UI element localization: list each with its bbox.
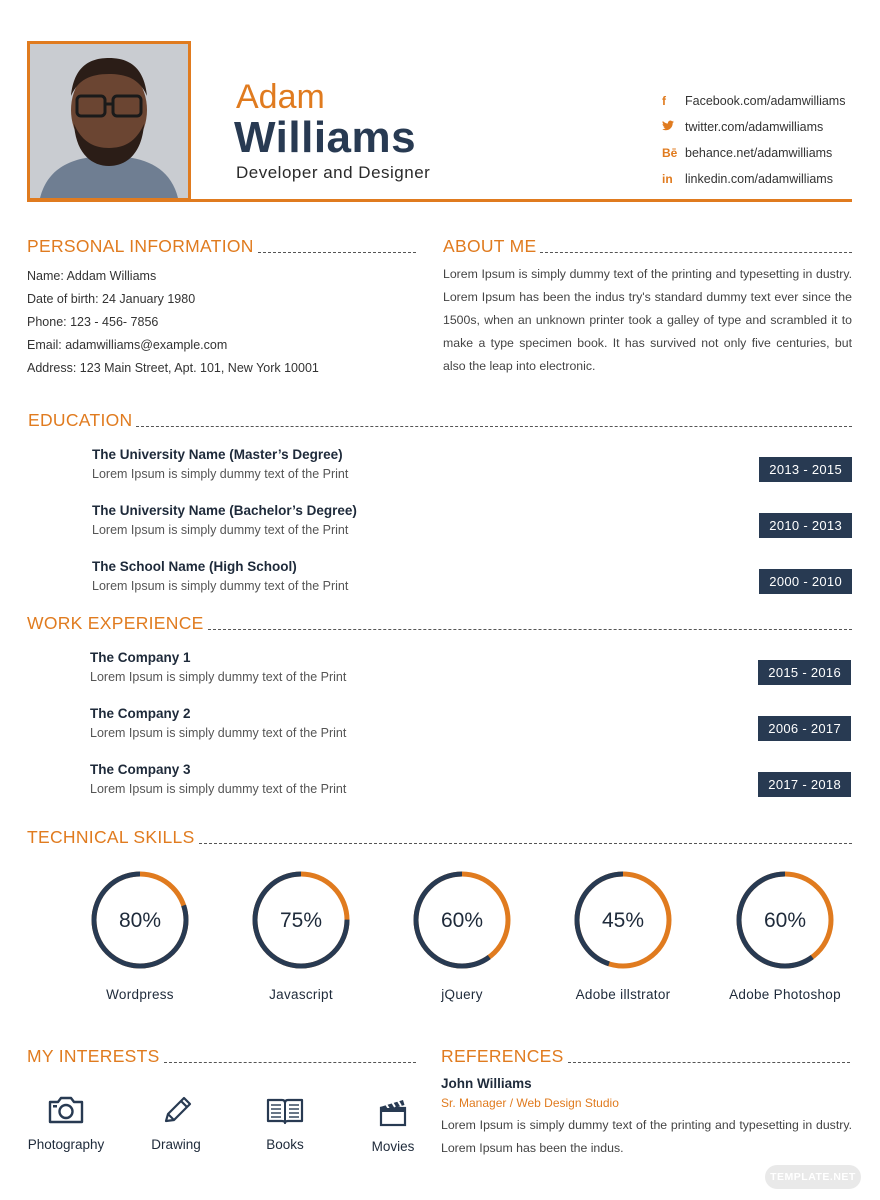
skill-donut [251,870,351,970]
education-title: EDUCATION [28,410,133,430]
reference-name: John Williams [441,1076,532,1091]
twitter-icon [662,120,685,134]
first-name: Adam [236,78,325,116]
work-item-title: The Company 2 [90,706,191,721]
education-item-title: The School Name (High School) [92,559,297,574]
social-behance[interactable] [662,140,862,166]
interest-photography [16,1095,116,1152]
social-linkedin[interactable] [662,166,862,192]
education-item-years: 2013 - 2015 [759,457,852,482]
skill-name: Wordpress [106,987,174,1002]
work-item [90,706,851,740]
interest-label: Photography [27,1137,105,1152]
clapperboard-icon [376,1095,410,1127]
pencil-icon [157,1095,195,1125]
personal-info-title: PERSONAL INFORMATION [27,236,254,256]
work-item [90,762,851,796]
section-rule [258,252,416,253]
interest-label: Drawing [151,1137,201,1152]
skill-percent: 60% [763,909,807,932]
social-facebook-text: Facebook.com/adamwilliams [685,94,846,108]
profile-photo [27,41,191,201]
about-text: Lorem Ipsum is simply dummy text of the printing and typesetting in dustry. Lorem Ipsum has been the indus try's standard dummy text ever since the 1500s, when an unknown printer took a galley of type and scrambled it to make a type specimen book. It has survived not only five centuries, but also the leap into electronic. [443,267,852,373]
interest-label: Books [266,1137,304,1152]
work-item [90,650,851,684]
work-item-desc: Lorem Ipsum is simply dummy text of the Print [90,782,347,796]
about-title: ABOUT ME [443,236,537,256]
about-heading [443,236,852,257]
header-divider [27,199,852,202]
reference-role: Sr. Manager / Web Design Studio [441,1096,619,1110]
section-rule [208,629,852,630]
references-title: REFERENCES [441,1046,564,1066]
skill-percent: 75% [279,909,323,932]
personal-info [27,266,319,381]
work-title: WORK EXPERIENCE [27,613,204,633]
education-item [92,447,852,481]
work-item-years: 2006 - 2017 [758,716,851,741]
section-rule [164,1062,416,1063]
section-rule [136,426,852,427]
education-item [92,503,852,537]
work-item-desc: Lorem Ipsum is simply dummy text of the Print [90,670,347,684]
education-item-title: The University Name (Bachelor’s Degree) [92,503,357,518]
work-item-years: 2015 - 2016 [758,660,851,685]
social-links [662,88,862,192]
skill-name: jQuery [441,987,483,1002]
personal-name: Name: Addam Williams [27,269,157,283]
social-behance-text: behance.net/adamwilliams [685,146,833,160]
skills-heading [27,827,852,848]
education-item-desc: Lorem Ipsum is simply dummy text of the Print [92,467,349,481]
skill-donut [573,870,673,970]
interest-movies [343,1095,443,1154]
job-title: Developer and Designer [236,163,431,182]
social-twitter-text: twitter.com/adamwilliams [685,120,824,134]
interest-label: Movies [371,1139,415,1154]
work-heading [27,613,852,634]
section-rule [199,843,852,844]
skill-item [231,870,371,1002]
skill-percent: 60% [440,909,484,932]
education-item-years: 2000 - 2010 [759,569,852,594]
skill-item [392,870,532,1002]
interest-books [235,1095,335,1152]
education-item [92,559,852,593]
social-twitter[interactable] [662,114,862,140]
section-rule [568,1062,850,1063]
education-heading [28,410,852,431]
last-name: Williams [234,113,417,162]
interests-title: MY INTERESTS [27,1046,160,1066]
education-item-desc: Lorem Ipsum is simply dummy text of the Print [92,523,349,537]
skill-donut [735,870,835,970]
skill-item [715,870,855,1002]
facebook-icon: f [662,94,666,108]
reference-text: Lorem Ipsum is simply dummy text of the printing and typesetting in dustry. Lorem Ipsum has been the indus. [441,1118,852,1155]
social-facebook[interactable] [662,88,862,114]
personal-dob: Date of birth: 24 January 1980 [27,292,196,306]
interests-heading [27,1046,416,1067]
personal-email: Email: adamwilliams@example.com [27,338,228,352]
skill-name: Adobe Photoshop [729,987,841,1002]
skill-donut [412,870,512,970]
personal-phone: Phone: 123 - 456- 7856 [27,315,159,329]
template-watermark: TEMPLATE.NET [765,1165,861,1189]
skill-donut [90,870,190,970]
interest-drawing [126,1095,226,1152]
work-item-title: The Company 1 [90,650,191,665]
skill-percent: 80% [118,909,162,932]
work-item-years: 2017 - 2018 [758,772,851,797]
work-item-title: The Company 3 [90,762,191,777]
references-heading [441,1046,850,1067]
skill-name: Javascript [269,987,333,1002]
behance-icon: Bē [662,146,678,160]
social-linkedin-text: linkedin.com/adamwilliams [685,172,833,186]
personal-address: Address: 123 Main Street, Apt. 101, New York 10001 [27,361,319,375]
work-item-desc: Lorem Ipsum is simply dummy text of the Print [90,726,347,740]
skill-item [70,870,210,1002]
section-rule [540,252,852,253]
skill-item [553,870,693,1002]
skill-percent: 45% [601,909,645,932]
personal-info-heading [27,236,416,257]
skills-title: TECHNICAL SKILLS [27,827,195,847]
education-item-desc: Lorem Ipsum is simply dummy text of the Print [92,579,349,593]
camera-icon [47,1095,85,1125]
linkedin-icon: in [662,172,673,186]
book-icon [265,1095,305,1125]
skill-name: Adobe illstrator [575,987,671,1002]
education-item-years: 2010 - 2013 [759,513,852,538]
education-item-title: The University Name (Master’s Degree) [92,447,343,462]
